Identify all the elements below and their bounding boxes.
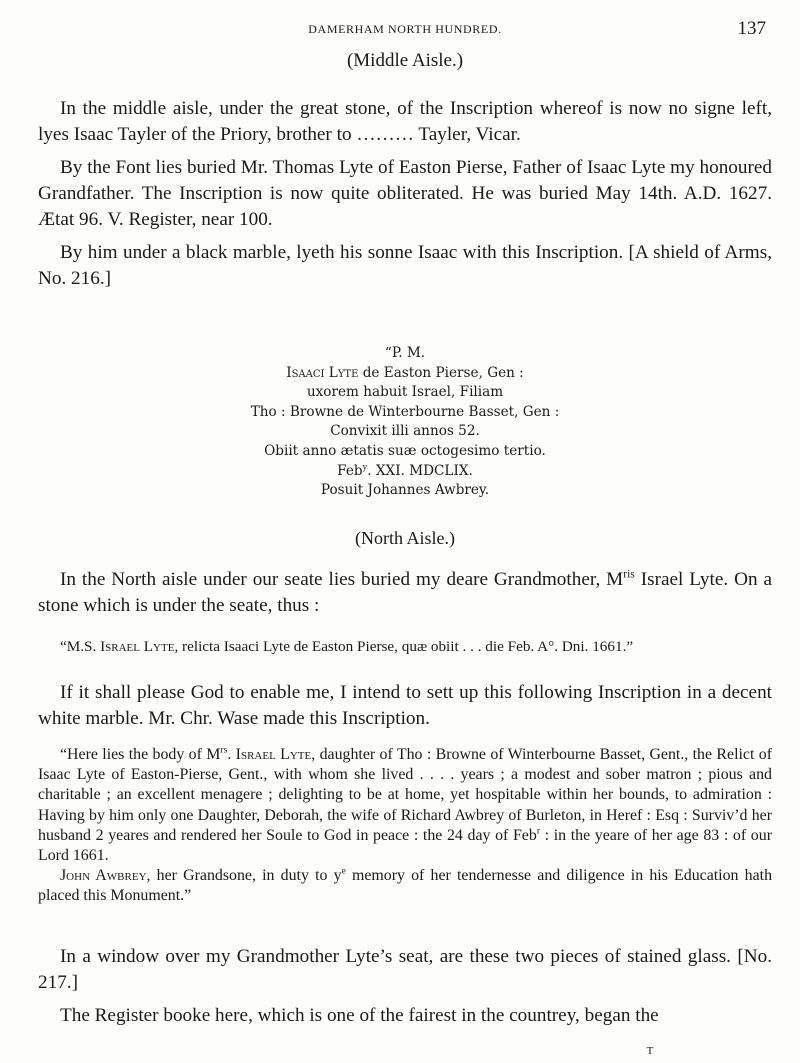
quote-text: , relicta Isaaci Lyte de Easton Pierse, quæ obiit . . . die Feb. A°. Dni. 1661.” xyxy=(174,638,634,655)
north-aisle-paragraph-1 xyxy=(38,567,772,619)
paragraph-grandmother xyxy=(38,567,772,619)
monument-text: : in the yeare of her age 83 : of our Lord 1661. xyxy=(38,826,772,865)
monument-text: memory of her tendernesse and diligence in his Education hath placed this Monument.” xyxy=(38,867,773,905)
signature-mark: T xyxy=(646,1045,654,1057)
stone-inscription-quote xyxy=(38,637,794,657)
monument-text: , her Grandsone, in duty to y xyxy=(146,867,342,885)
section-heading-middle-aisle: (Middle Aisle.) xyxy=(346,50,464,71)
paragraph-intend-inscription: If it shall please God to enable me, I intend to sett up this following Inscription in a decent white marble. Mr. Chr. Wase made this Inscription. xyxy=(38,682,772,729)
paragraph-tayler: In the middle aisle, under the great stone, of the Inscription whereof is now no signe left, lyes Isaac Tayler of the Priory, brother to ……… Tayler, Vicar. xyxy=(38,98,772,145)
quote-text: “M.S. xyxy=(60,638,101,655)
section-heading-north-aisle: (North Aisle.) xyxy=(355,528,455,548)
monument-text: . xyxy=(227,746,236,763)
inscription-line: Tho : Browne de Winterbourne Basset, Gen : xyxy=(250,403,560,420)
paragraph-stained-glass: In a window over my Grandmother Lyte’s seat, are these two pieces of stained glass. [No. 217.] xyxy=(38,946,772,993)
inscription-line: Posuit Johannes Awbrey. xyxy=(320,482,490,499)
north-aisle-paragraph-3 xyxy=(38,944,772,1029)
superscript: e xyxy=(341,865,346,877)
inscription-text: de Easton Pierse, Gen : xyxy=(358,364,524,381)
small-caps-name: John Awbrey xyxy=(60,867,147,885)
superscript: r xyxy=(536,825,540,837)
isaac-lyte-inscription xyxy=(38,344,772,501)
monument-text: , daughter of Tho : Browne of Winterbourne Basset, Gent., the Relict of Isaac Lyte of Easton-Pierse, Gent., with whom she lived . . . . years ; a modest and sober matron ; pious and charitable ; an excellent menagere ; delighting to be at home, yet hospitable within her bounds, to admiration : Having by him only one Daughter, Deborah, the wife of Richard Awbrey of Burleton, in Heref : Esq : Surviv’d her husband 2 yeares and rendered her Soule to God in peace : the 24 day of Feb xyxy=(38,746,772,844)
superscript: rs xyxy=(220,744,228,756)
superscript: y xyxy=(362,461,368,472)
paragraph-register-booke: The Register booke here, which is one of the fairest in the countrey, began the xyxy=(60,1005,659,1026)
paragraph-text: Israel Lyte. On a stone which is under the seate, thus : xyxy=(38,569,772,616)
inscription-line: Convixit illi annos 52. xyxy=(330,423,480,440)
north-aisle-paragraph-2 xyxy=(38,680,772,732)
inscription-line: uxorem habuit Israel, Filiam xyxy=(306,384,504,401)
inscription-line xyxy=(38,364,772,384)
small-caps-name: Isaaci Lyte xyxy=(286,364,359,381)
inscription-text: Feb xyxy=(337,462,363,479)
paragraph-black-marble: By him under a black marble, lyeth his sonne Isaac with this Inscription. [A shield of Arms, No. 216.] xyxy=(38,242,772,289)
monument-text: “Here lies the body of M xyxy=(60,746,221,763)
superscript: ris xyxy=(623,568,635,581)
small-caps-name: Israel Lyte xyxy=(235,746,312,763)
monument-paragraph-1 xyxy=(38,745,772,866)
running-head xyxy=(38,18,772,42)
monument-paragraph-2 xyxy=(38,866,772,906)
inscription-line xyxy=(38,462,772,482)
paragraph-text: In the North aisle under our seate lies buried my deare Grandmother, M xyxy=(60,569,624,590)
middle-aisle-paragraphs xyxy=(38,96,772,292)
paragraph-thomas-lyte: By the Font lies buried Mr. Thomas Lyte of Easton Pierse, Father of Isaac Lyte my honoured Grandfather. The Inscription is now quite obliterated. He was buried May 14th. A.D. 1627. Ætat 96. V. Register, near 100. xyxy=(38,157,772,230)
inscription-text: . XXI. MDCLIX. xyxy=(367,462,473,479)
inscription-line: Obiit anno ætatis suæ octogesimo tertio. xyxy=(264,442,546,459)
page-number: 137 xyxy=(737,18,766,39)
small-caps-name: Israel Lyte xyxy=(100,638,175,655)
inscription-line: “P. M. xyxy=(384,345,426,361)
running-head-title: DAMERHAM NORTH HUNDRED. xyxy=(308,22,502,36)
monument-inscription xyxy=(38,745,772,907)
